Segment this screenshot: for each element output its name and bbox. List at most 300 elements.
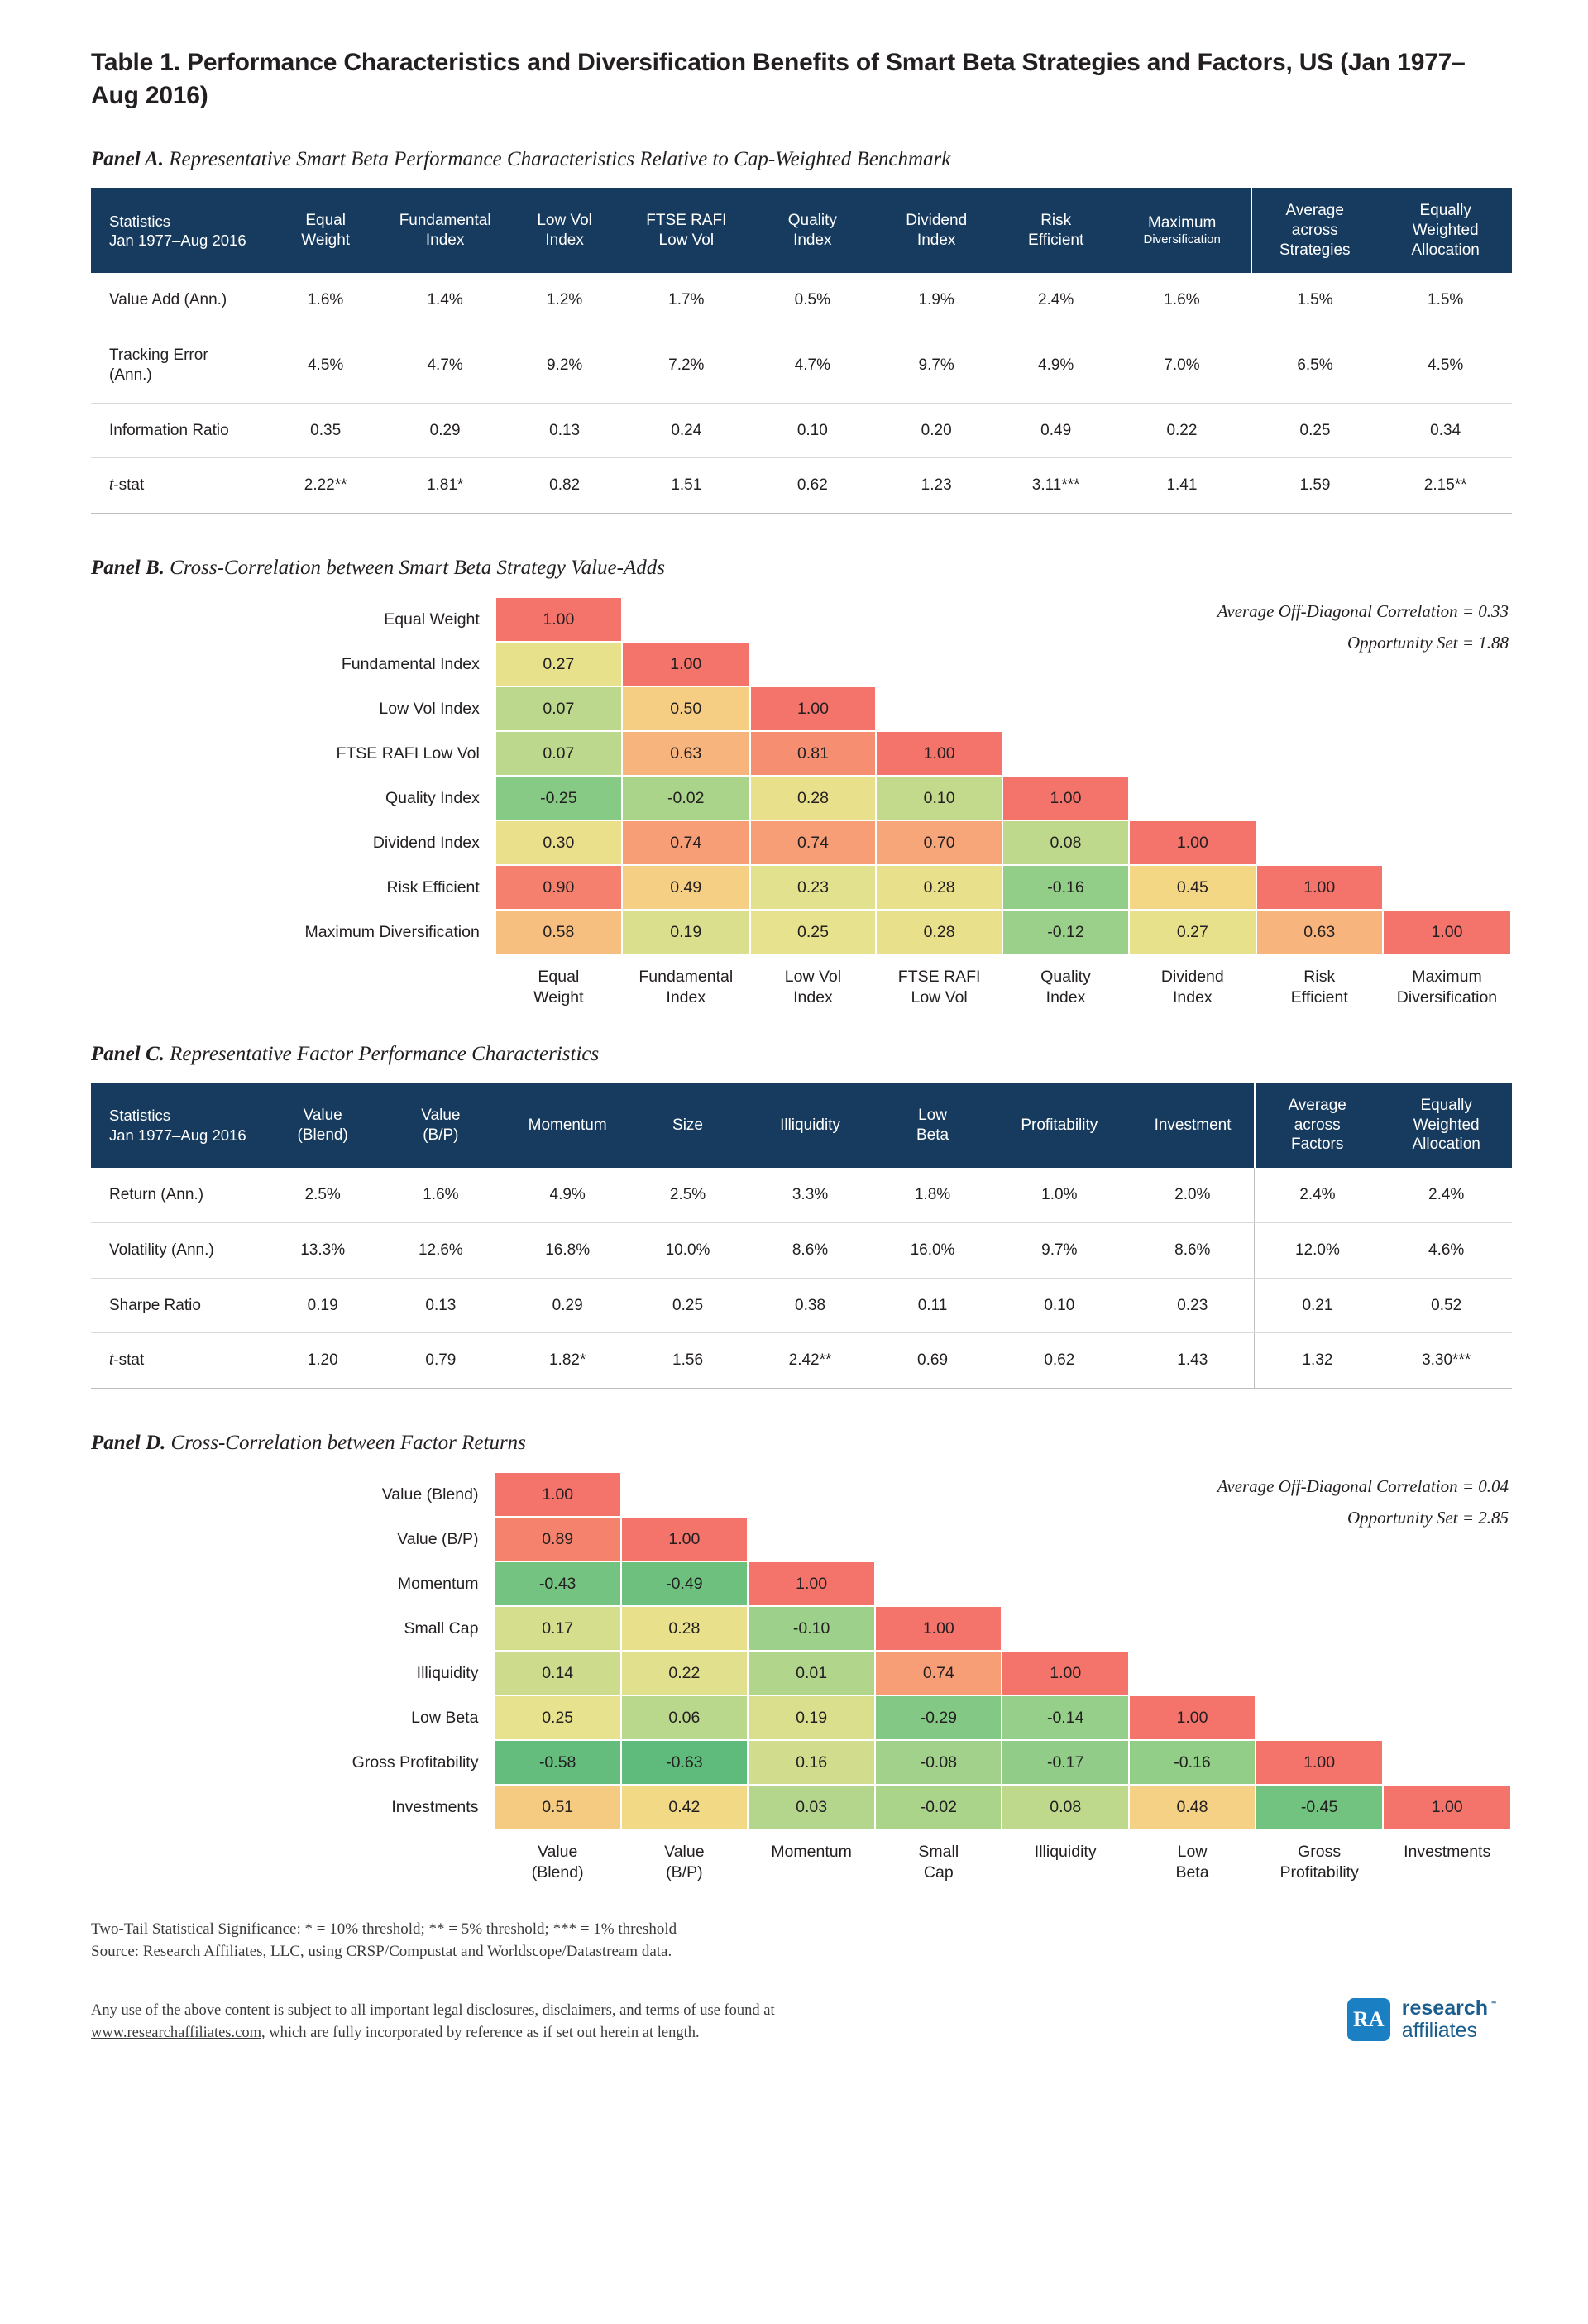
matrix-cell: -0.12 [1003, 911, 1128, 954]
matrix-column-label: Illiquidity [1034, 1843, 1097, 1862]
matrix-cell: 0.63 [623, 732, 749, 775]
matrix-cell: 1.00 [876, 1607, 1001, 1650]
matrix-column-label-row [225, 955, 1510, 1008]
table-header-row [91, 1083, 1512, 1168]
cell: 1.8% [878, 1168, 987, 1222]
matrix-cell-empty [1384, 1696, 1510, 1739]
matrix-cell: -0.16 [1003, 866, 1128, 909]
matrix-cell-empty [1130, 687, 1256, 730]
matrix-cell-empty [876, 1518, 1001, 1561]
matrix-cell: 0.08 [1003, 821, 1128, 864]
cell: 1.59 [1251, 458, 1379, 514]
cell: 1.23 [874, 458, 998, 514]
matrix-cell: 0.28 [622, 1607, 747, 1650]
cell: 12.6% [380, 1222, 502, 1278]
matrix-row-label: Value (Blend) [381, 1485, 479, 1504]
matrix-row [225, 1562, 1510, 1605]
matrix-row [225, 1741, 1510, 1784]
cell: 0.79 [380, 1333, 502, 1389]
matrix-cell: -0.45 [1256, 1786, 1382, 1829]
panel-d-correlation-matrix [223, 1471, 1512, 1885]
matrix-cell: 1.00 [749, 1562, 874, 1605]
matrix-cell: 1.00 [1256, 1741, 1382, 1784]
panel-d-note-avg-correlation: Average Off-Diagonal Correlation = 0.04 [1217, 1476, 1509, 1497]
cell: 1.51 [622, 458, 750, 514]
cell: 16.0% [878, 1222, 987, 1278]
matrix-cell: 1.00 [1257, 866, 1382, 909]
matrix-cell-empty [1384, 1607, 1510, 1650]
matrix-cell: 0.14 [495, 1652, 619, 1695]
matrix-cell: 0.07 [496, 687, 621, 730]
matrix-cell-empty [1002, 1607, 1128, 1650]
cell: 1.41 [1113, 458, 1251, 514]
matrix-cell: 0.58 [496, 911, 621, 954]
matrix-cell: 0.27 [496, 643, 621, 686]
matrix-cell-empty [622, 1473, 747, 1516]
cell: 1.56 [633, 1333, 742, 1389]
matrix-cell-empty [749, 1518, 874, 1561]
panel-b-matrix-wrap [91, 596, 1512, 1010]
matrix-cell-empty [751, 598, 876, 641]
matrix-column-label-row [225, 1830, 1510, 1883]
matrix-column-label: Low Vol Index [784, 968, 842, 1007]
row-label: t-stat [91, 1333, 265, 1389]
matrix-cell: 0.22 [622, 1652, 747, 1695]
matrix-column-label: Fundamental Index [639, 968, 734, 1007]
col-header: Equally Weighted Allocation [1379, 188, 1512, 273]
matrix-cell: 0.06 [622, 1696, 747, 1739]
brand-logo [1347, 1997, 1497, 2045]
cell: 2.5% [633, 1168, 742, 1222]
cell: 0.10 [750, 403, 874, 458]
matrix-cell: -0.17 [1002, 1741, 1128, 1784]
matrix-row [225, 821, 1510, 864]
cell: 1.0% [988, 1168, 1131, 1222]
col-header: Risk Efficient [998, 188, 1113, 273]
matrix-cell: 0.19 [749, 1696, 874, 1739]
matrix-cell-empty [1130, 732, 1256, 775]
cell: 4.6% [1380, 1222, 1512, 1278]
panel-b-title: Cross-Correlation between Smart Beta Strategy Value-Adds [164, 557, 665, 580]
matrix-cell-empty [1002, 1562, 1128, 1605]
cell: 7.0% [1113, 328, 1251, 404]
matrix-column-label: Quality Index [1040, 968, 1091, 1007]
matrix-cell-empty [1130, 1518, 1255, 1561]
matrix-cell-empty [1130, 1562, 1255, 1605]
panel-a-heading [91, 148, 1505, 171]
cell: 2.4% [998, 273, 1113, 328]
panel-a-table [91, 188, 1512, 514]
matrix-cell-empty [1384, 821, 1510, 864]
col-header: Investment [1131, 1083, 1254, 1168]
panel-a-title: Representative Smart Beta Performance Characteristics Relative to Cap-Weighted Benchmark [163, 148, 951, 171]
matrix-column-label: Value (Blend) [531, 1843, 584, 1882]
matrix-cell: 1.00 [1130, 1696, 1255, 1739]
cell: 2.22** [268, 458, 383, 514]
cell: 3.3% [743, 1168, 878, 1222]
matrix-cell-empty [1256, 1696, 1382, 1739]
matrix-cell-empty [1384, 732, 1510, 775]
cell: 8.6% [1131, 1222, 1254, 1278]
cell: 0.13 [507, 403, 622, 458]
legal-line2: , which are fully incorporated by reference as if set out herein at length. [261, 2025, 700, 2042]
matrix-row [225, 643, 1510, 686]
matrix-corner [225, 955, 495, 1008]
matrix-row-label: Equal Weight [384, 610, 480, 629]
cell: 0.25 [633, 1278, 742, 1333]
matrix-cell-empty [1002, 1473, 1128, 1516]
matrix-cell: 0.03 [749, 1786, 874, 1829]
panel-c-label: Panel C. [91, 1042, 165, 1065]
matrix-cell: -0.25 [496, 777, 621, 820]
cell: 4.5% [268, 328, 383, 404]
source-note: Source: Research Affiliates, LLC, using CRSP/Compustat and Worldscope/Datastream data. [91, 1943, 672, 1961]
cell: 0.69 [878, 1333, 987, 1389]
matrix-cell: 1.00 [623, 643, 749, 686]
matrix-cell: 0.74 [623, 821, 749, 864]
table-row [91, 1278, 1512, 1333]
matrix-row [225, 911, 1510, 954]
matrix-cell: -0.10 [749, 1607, 874, 1650]
matrix-cell-empty [1384, 866, 1510, 909]
matrix-cell: 0.16 [749, 1741, 874, 1784]
matrix-cell: 0.74 [876, 1652, 1001, 1695]
cell: 0.23 [1131, 1278, 1254, 1333]
matrix-cell-empty [1003, 687, 1128, 730]
matrix-cell: 1.00 [1003, 777, 1128, 820]
matrix-cell: -0.58 [495, 1741, 619, 1784]
matrix-row-label: FTSE RAFI Low Vol [336, 744, 480, 763]
cell: 0.82 [507, 458, 622, 514]
col-header: Equal Weight [268, 188, 383, 273]
matrix-cell-empty [751, 643, 876, 686]
matrix-cell: 0.74 [751, 821, 876, 864]
matrix-row [225, 1786, 1510, 1829]
matrix-cell-empty [1130, 777, 1256, 820]
row-label: Information Ratio [91, 403, 268, 458]
matrix-column-label: Gross Profitability [1279, 1843, 1359, 1882]
matrix-row-label: Investments [391, 1797, 479, 1816]
panel-b-note-avg-correlation: Average Off-Diagonal Correlation = 0.33 [1217, 601, 1509, 622]
cell: 7.2% [622, 328, 750, 404]
cell: 1.9% [874, 273, 998, 328]
matrix-cell: -0.16 [1130, 1741, 1255, 1784]
row-label: Sharpe Ratio [91, 1278, 265, 1333]
matrix-cell: 0.08 [1002, 1786, 1128, 1829]
matrix-column-label: Small Cap [918, 1843, 959, 1882]
col-header: Equally Weighted Allocation [1380, 1083, 1512, 1168]
panel-d-matrix-wrap [91, 1471, 1512, 1885]
matrix-cell: 0.45 [1130, 866, 1256, 909]
matrix-row [225, 732, 1510, 775]
matrix-cell: -0.43 [495, 1562, 619, 1605]
cell: 4.7% [750, 328, 874, 404]
cell: 0.5% [750, 273, 874, 328]
panel-d-title: Cross-Correlation between Factor Returns [165, 1432, 526, 1455]
cell: 1.7% [622, 273, 750, 328]
col-header: Illiquidity [743, 1083, 878, 1168]
cell: 4.5% [1379, 328, 1512, 404]
matrix-cell: -0.02 [623, 777, 749, 820]
matrix-cell: 0.25 [495, 1696, 619, 1739]
matrix-cell-empty [1256, 1562, 1382, 1605]
stat-col-header: Statistics Jan 1977–Aug 2016 [91, 188, 268, 273]
col-header: Low Beta [878, 1083, 987, 1168]
significance-note: Two-Tail Statistical Significance: * = 10% threshold; ** = 5% threshold; *** = 1% threshold [91, 1920, 677, 1938]
matrix-row-label: Value (B/P) [397, 1529, 479, 1548]
matrix-row [225, 687, 1510, 730]
matrix-cell: 1.00 [1384, 1786, 1510, 1829]
cell: 6.5% [1251, 328, 1379, 404]
cell: 4.7% [383, 328, 507, 404]
matrix-cell: -0.49 [622, 1562, 747, 1605]
panel-d-heading [91, 1432, 1505, 1455]
matrix-cell-empty [1257, 687, 1382, 730]
col-header: Low Vol Index [507, 188, 622, 273]
col-header: Dividend Index [874, 188, 998, 273]
matrix-cell: 1.00 [1130, 821, 1256, 864]
cell: 1.32 [1254, 1333, 1380, 1389]
panel-c-heading [91, 1043, 1505, 1066]
cell: 16.8% [502, 1222, 634, 1278]
matrix-cell: 0.30 [496, 821, 621, 864]
panel-d-note-opportunity-set: Opportunity Set = 2.85 [1347, 1508, 1509, 1528]
col-header: Average across Factors [1254, 1083, 1380, 1168]
matrix-cell: 0.63 [1257, 911, 1382, 954]
legal-text [91, 2000, 775, 2046]
matrix-column-label: Value (B/P) [664, 1843, 705, 1882]
matrix-row-label: Low Vol Index [379, 699, 480, 718]
matrix-cell: 0.49 [623, 866, 749, 909]
matrix-cell: 1.00 [751, 687, 876, 730]
matrix-cell-empty [1257, 732, 1382, 775]
matrix-cell-empty [1130, 1607, 1255, 1650]
matrix-row [225, 1518, 1510, 1561]
matrix-cell: 0.90 [496, 866, 621, 909]
matrix-cell: 0.23 [751, 866, 876, 909]
col-header: FTSE RAFI Low Vol [622, 188, 750, 273]
matrix-cell: 0.70 [877, 821, 1002, 864]
row-label: Volatility (Ann.) [91, 1222, 265, 1278]
matrix-row-label: Gross Profitability [352, 1753, 479, 1772]
panel-c-table [91, 1083, 1512, 1389]
matrix-cell: 0.27 [1130, 911, 1256, 954]
matrix-cell-empty [749, 1473, 874, 1516]
matrix-cell-empty [1002, 1518, 1128, 1561]
matrix-cell-empty [1130, 1652, 1255, 1695]
cell: 0.10 [988, 1278, 1131, 1333]
cell: 0.22 [1113, 403, 1251, 458]
matrix-cell-empty [1384, 687, 1510, 730]
matrix-cell-empty [1384, 777, 1510, 820]
matrix-row-label: Fundamental Index [341, 654, 480, 673]
matrix-cell: 0.89 [495, 1518, 619, 1561]
cell: 1.2% [507, 273, 622, 328]
matrix-column-label: Low Beta [1175, 1843, 1209, 1882]
matrix-cell: 1.00 [495, 1473, 619, 1516]
col-header: Momentum [502, 1083, 634, 1168]
matrix-cell-empty [1256, 1652, 1382, 1695]
matrix-cell: 0.25 [751, 911, 876, 954]
matrix-row [225, 777, 1510, 820]
matrix-cell: 1.00 [1002, 1652, 1128, 1695]
col-header: Profitability [988, 1083, 1131, 1168]
legal-line1: Any use of the above content is subject to all important legal disclosures, disclaimers, and terms of use found at [91, 2001, 775, 2019]
cell: 0.49 [998, 403, 1113, 458]
matrix-cell-empty [623, 598, 749, 641]
matrix-cell: 0.07 [496, 732, 621, 775]
cell: 2.4% [1254, 1168, 1380, 1222]
cell: 0.13 [380, 1278, 502, 1333]
brand-wordmark [1402, 1997, 1497, 2042]
row-label: Return (Ann.) [91, 1168, 265, 1222]
cell: 2.5% [265, 1168, 379, 1222]
brand-line-1: research™ [1401, 1996, 1497, 2020]
matrix-column-label: Dividend Index [1160, 968, 1224, 1007]
matrix-cell-empty [1257, 777, 1382, 820]
matrix-cell-empty [1257, 821, 1382, 864]
cell: 1.6% [380, 1168, 502, 1222]
cell: 1.5% [1251, 273, 1379, 328]
cell: 0.21 [1254, 1278, 1380, 1333]
matrix-row-label: Risk Efficient [386, 877, 480, 897]
brand-line-2: affiliates [1401, 2019, 1478, 2043]
cell: 1.5% [1379, 273, 1512, 328]
matrix-cell-empty [1003, 732, 1128, 775]
matrix-cell-empty [1003, 598, 1128, 641]
matrix-cell-empty [1384, 1652, 1510, 1695]
matrix-row [225, 1696, 1510, 1739]
cell: 0.25 [1251, 403, 1379, 458]
matrix-cell: 0.28 [877, 911, 1002, 954]
research-affiliates-mark-icon: RA [1347, 1998, 1390, 2041]
cell: 0.34 [1379, 403, 1512, 458]
cell: 9.2% [507, 328, 622, 404]
matrix-cell: -0.02 [876, 1786, 1001, 1829]
matrix-corner [225, 1830, 493, 1883]
row-label: t-stat [91, 458, 268, 514]
matrix-cell: 1.00 [496, 598, 621, 641]
matrix-cell: 0.42 [622, 1786, 747, 1829]
col-header: Quality Index [750, 188, 874, 273]
cell: 8.6% [743, 1222, 878, 1278]
col-header: Average across Strategies [1251, 188, 1379, 273]
cell: 0.38 [743, 1278, 878, 1333]
cell: 12.0% [1254, 1222, 1380, 1278]
cell: 13.3% [265, 1222, 379, 1278]
cell: 1.6% [268, 273, 383, 328]
cell: 2.15** [1379, 458, 1512, 514]
matrix-row-label: Low Beta [411, 1708, 479, 1727]
matrix-cell-empty [1003, 643, 1128, 686]
matrix-row-label: Momentum [397, 1574, 479, 1593]
cell: 10.0% [633, 1222, 742, 1278]
matrix-cell-empty [1384, 1562, 1510, 1605]
matrix-cell-empty [877, 598, 1002, 641]
matrix-column-label: FTSE RAFI Low Vol [897, 968, 981, 1007]
cell: 2.42** [743, 1333, 878, 1389]
col-header: Fundamental Index [383, 188, 507, 273]
cell: 2.4% [1380, 1168, 1512, 1222]
cell: 4.9% [502, 1168, 634, 1222]
matrix-cell: 0.50 [623, 687, 749, 730]
page-title: Table 1. Performance Characteristics and Diversification Benefits of Smart Beta Strategies and Factors, US (Jan 1977–Aug 2016) [91, 49, 1466, 109]
matrix-column-label: Investments [1404, 1843, 1491, 1862]
matrix-cell: -0.63 [622, 1741, 747, 1784]
matrix-cell-empty [1384, 1741, 1510, 1784]
col-header: Maximum Diversification [1113, 188, 1251, 273]
research-affiliates-link[interactable]: www.researchaffiliates.com [91, 2025, 261, 2042]
cell: 0.52 [1380, 1278, 1512, 1333]
matrix-column-label: Momentum [771, 1843, 852, 1862]
matrix-cell: -0.08 [876, 1741, 1001, 1784]
table-row [91, 403, 1512, 458]
matrix-cell-empty [877, 687, 1002, 730]
cell: 1.6% [1113, 273, 1251, 328]
col-header: Value (Blend) [265, 1083, 379, 1168]
table-row [91, 1222, 1512, 1278]
table-row [91, 458, 1512, 514]
matrix-column-label: Maximum Diversification [1396, 968, 1498, 1007]
cell: 0.29 [502, 1278, 634, 1333]
cell: 0.62 [750, 458, 874, 514]
matrix-cell: 0.48 [1130, 1786, 1255, 1829]
panel-b-label: Panel B. [91, 557, 165, 580]
cell: 0.20 [874, 403, 998, 458]
cell: 1.82* [502, 1333, 634, 1389]
stat-col-header: Statistics Jan 1977–Aug 2016 [91, 1083, 265, 1168]
matrix-column-label: Equal Weight [533, 968, 584, 1007]
matrix-cell: 0.28 [751, 777, 876, 820]
cell: 0.62 [988, 1333, 1131, 1389]
footnotes [91, 1918, 1505, 1963]
cell: 2.0% [1131, 1168, 1254, 1222]
cell: 0.29 [383, 403, 507, 458]
matrix-row [225, 1607, 1510, 1650]
matrix-cell-empty [877, 643, 1002, 686]
panel-a-label: Panel A. [91, 148, 164, 171]
matrix-cell: 0.01 [749, 1652, 874, 1695]
row-label: Value Add (Ann.) [91, 273, 268, 328]
cell: 0.35 [268, 403, 383, 458]
table-row [91, 273, 1512, 328]
col-header: Value (B/P) [380, 1083, 502, 1168]
matrix-cell: 0.10 [877, 777, 1002, 820]
panel-b-note-opportunity-set: Opportunity Set = 1.88 [1347, 633, 1509, 653]
matrix-cell-empty [1256, 1607, 1382, 1650]
matrix-cell: 0.28 [877, 866, 1002, 909]
matrix-cell: 0.17 [495, 1607, 619, 1650]
matrix-row-label: Small Cap [404, 1619, 479, 1638]
matrix-cell: 0.51 [495, 1786, 619, 1829]
cell: 9.7% [988, 1222, 1131, 1278]
legal-row [91, 1997, 1497, 2045]
matrix-column-label: Risk Efficient [1290, 968, 1348, 1007]
matrix-cell-empty [1130, 643, 1256, 686]
matrix-row-label: Illiquidity [416, 1663, 479, 1682]
matrix-cell-empty [876, 1473, 1001, 1516]
matrix-cell: 1.00 [1384, 911, 1510, 954]
cell: 9.7% [874, 328, 998, 404]
cell: 3.11*** [998, 458, 1113, 514]
table-header-row [91, 188, 1512, 273]
table-row [91, 1333, 1512, 1389]
matrix-cell: 0.81 [751, 732, 876, 775]
matrix-cell: 0.19 [623, 911, 749, 954]
cell: 3.30*** [1380, 1333, 1512, 1389]
matrix-row-label: Quality Index [385, 788, 480, 807]
matrix-cell: -0.29 [876, 1696, 1001, 1739]
